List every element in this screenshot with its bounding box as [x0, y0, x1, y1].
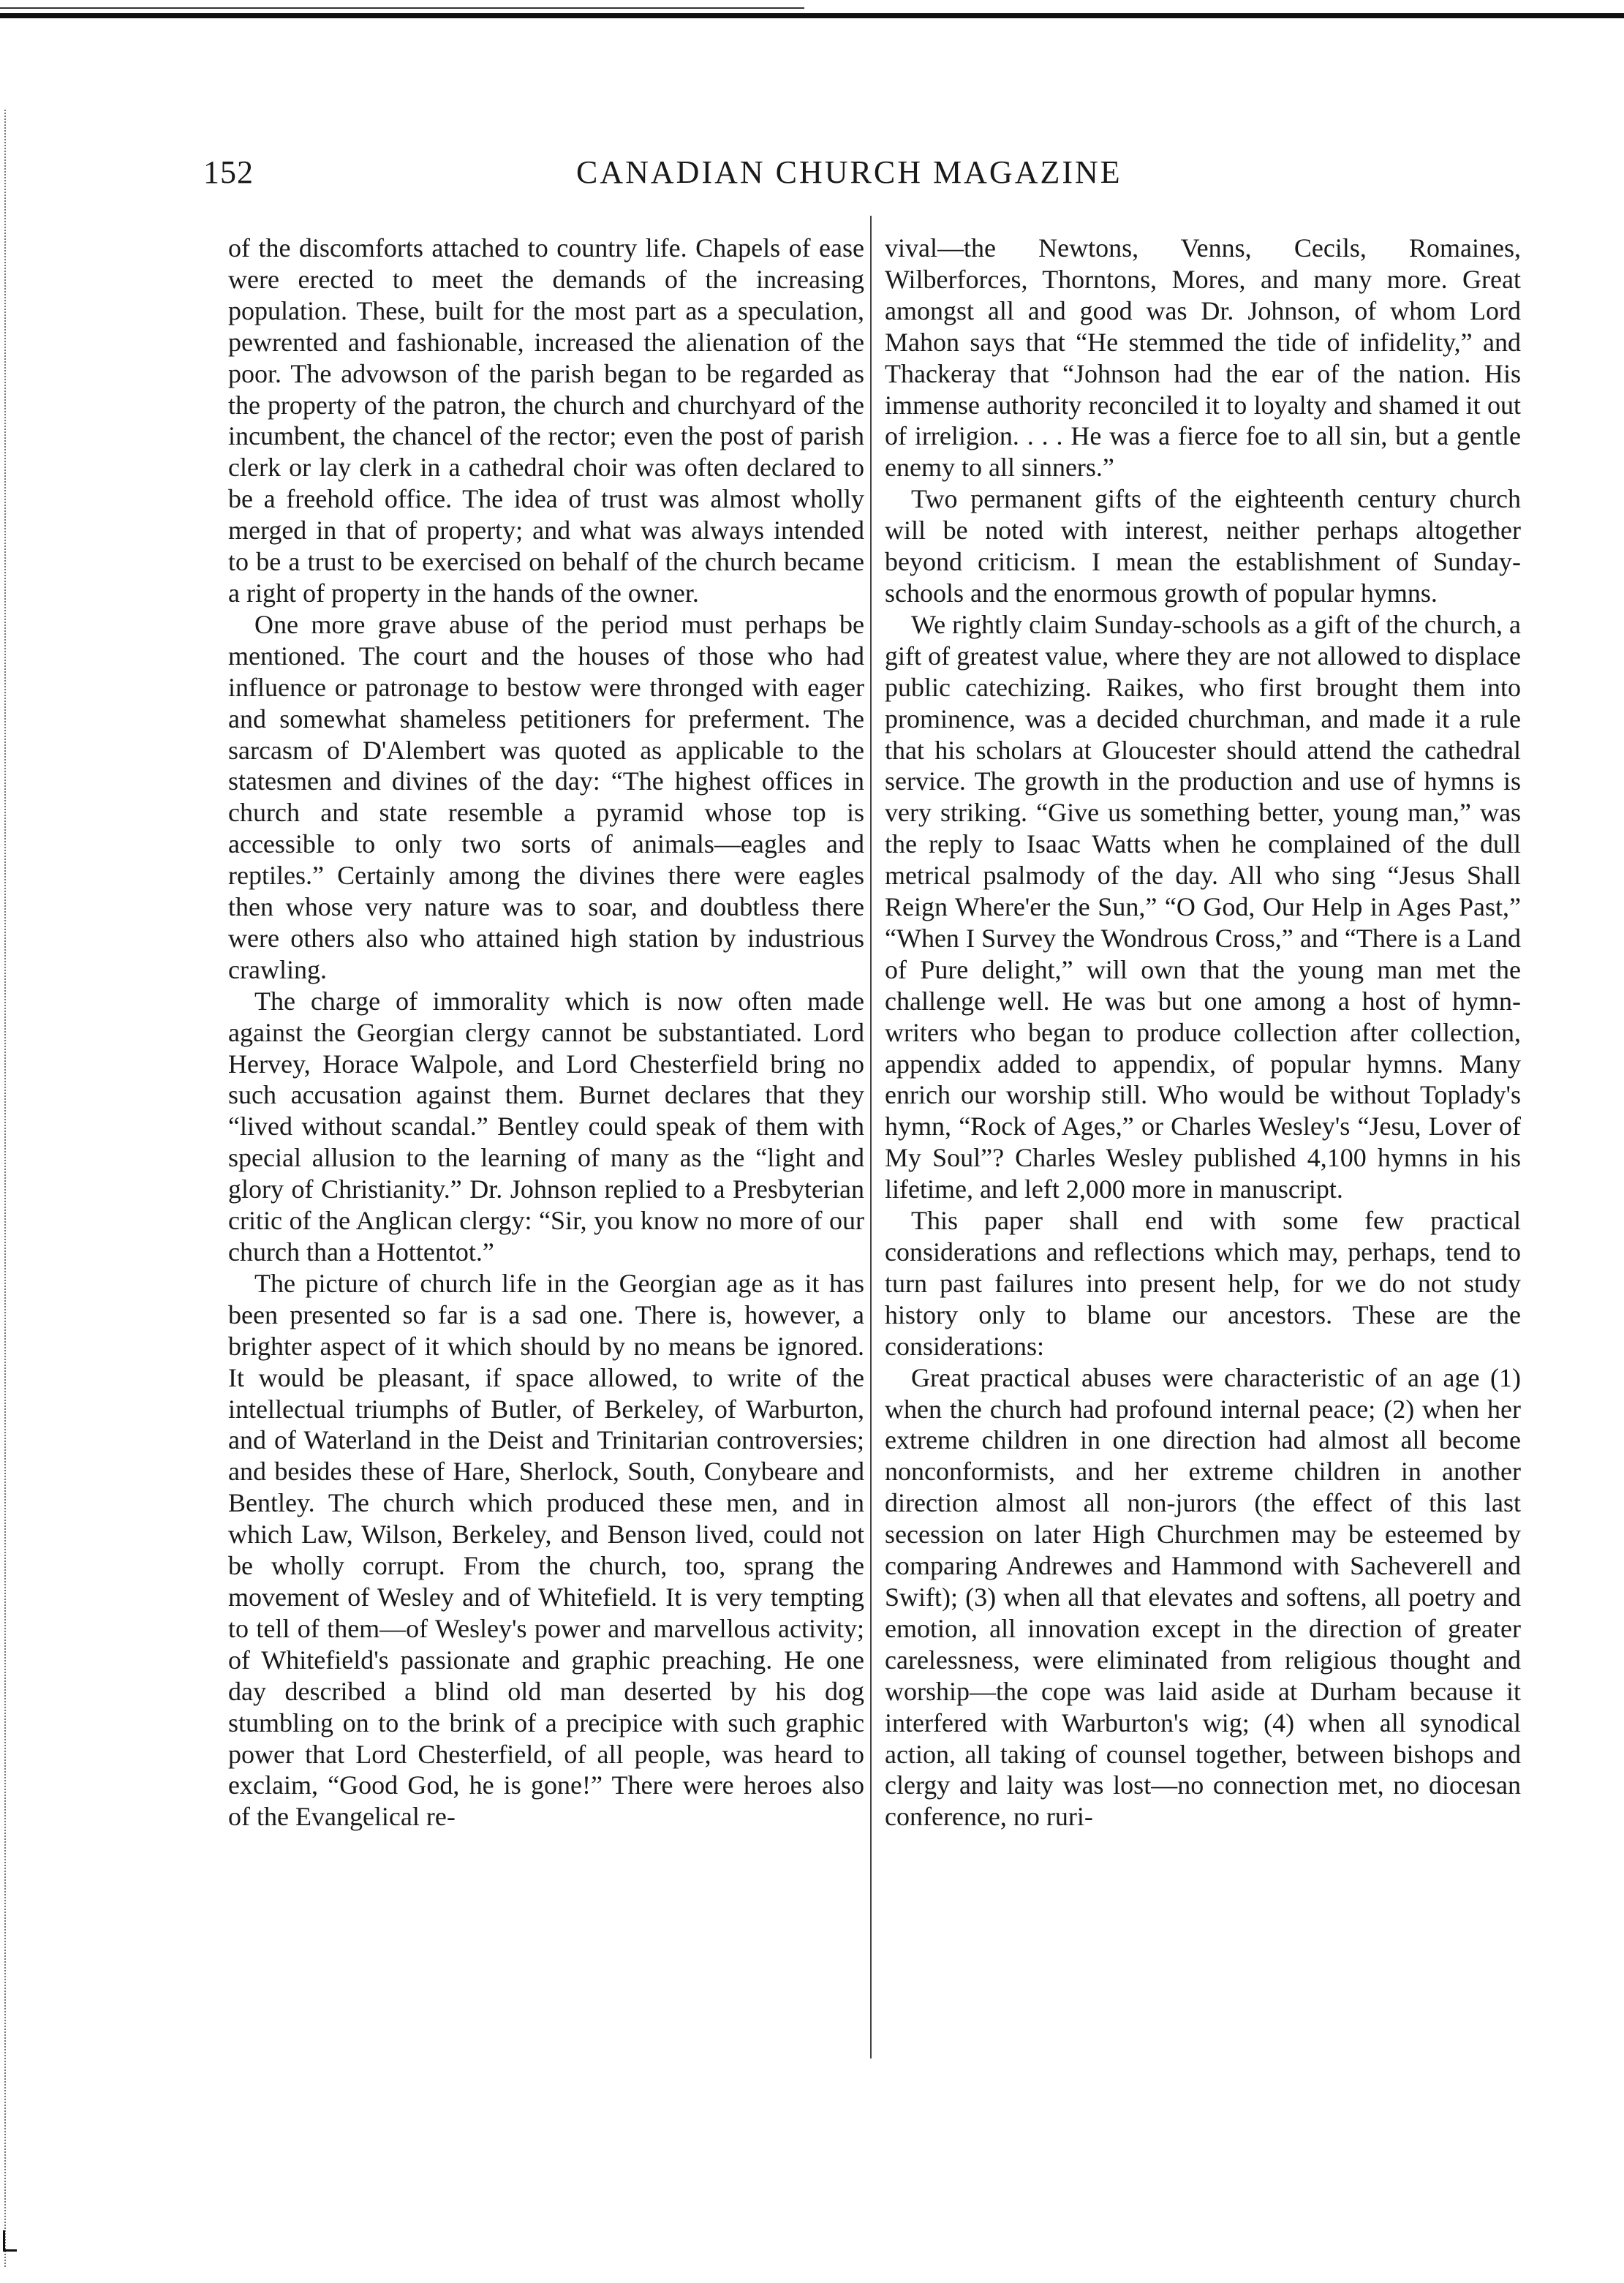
page-number: 152 — [203, 154, 254, 190]
scan-corner-bracket — [3, 2230, 17, 2252]
paragraph: of the discomforts attached to country life. Chapels of ease were erected to meet the demands of the increasing population. These, built for the most part as a speculation, pewrented and fashionable, increased the alienation of the poor. The advowson of the parish began to be regarded as the property of the patron, the church and churchyard of the incumbent, the chancel of the rector; even the post of parish clerk or lay clerk in a cathedral choir was often declared to be a freehold office. The idea of trust was almost wholly merged in that of property; and what was always intended to be a trust to be exercised on behalf of the church became a right of property in the hands of the owner. — [228, 233, 864, 608]
paragraph: We rightly claim Sunday-schools as a gift of the church, a gift of greatest value, where they are not allowed to displace public catechizing. Raikes, who first brought them into prominence, was a decided churchman, and made it a rule that his scholars at Gloucester should attend the cathedral service. The growth in the production and use of hymns is very striking. “Give us something better, young man,” was the reply to Isaac Watts when he complained of the dull metrical psalmody of the day. All who sing “Jesus Shall Reign Where'er the Sun,” “O God, Our Help in Ages Past,” “When I Survey the Wondrous Cross,” and “There is a Land of Pure delight,” will own that the young man met the challenge well. He was but one among a host of hymn-writers who began to produce collection after collection, appendix added to appendix, of popular hymns. Many enrich our worship still. Who would be without Toplady's hymn, “Rock of Ages,” or Charles Wesley's “Jesu, Lover of My Soul”? Charles Wesley published 4,100 hymns in his lifetime, and left 2,000 more in manuscript. — [885, 609, 1521, 1204]
paragraph: The picture of church life in the Georgian age as it has been presented so far is a sad one. There is, however, a brighter aspect of it which should by no means be ignored. It would be pleasant, if space allowed, to write of the intellectual triumphs of Butler, of Berkeley, of Warburton, and of Waterland in the Deist and Trinitarian controversies; and besides these of Hare, Sherlock, South, Conybeare and Bentley. The church which produced these men, and in which Law, Wilson, Berkeley, and Benson lived, could not be wholly corrupt. From the church, too, sprang the movement of Wesley and of Whitefield. It is very tempting to tell of them—of Wesley's power and marvellous activity; of Whitefield's passionate and graphic preaching. He one day described a blind old man deserted by his dog stumbling on to the brink of a precipice with such graphic power that Lord Chesterfield, of all people, was heard to exclaim, “Good God, he is gone!” There were heroes also of the Evangelical re- — [228, 1268, 864, 1832]
running-title: CANADIAN CHURCH MAGAZINE — [576, 154, 1122, 190]
paragraph: Two permanent gifts of the eighteenth century church will be noted with interest, neither perhaps altogether beyond criticism. I mean the establishment of Sunday-schools and the enormous growth of popular hymns. — [885, 484, 1521, 608]
paragraph: One more grave abuse of the period must perhaps be mentioned. The court and the houses of those who had influence or patronage to bestow were thronged with eager and somewhat shameless petitioners for preferment. The sarcasm of D'Alembert was quoted as applicable to the statesmen and divines of the day: “The highest offices in church and state resemble a pyramid whose top is accessible to only two sorts of animals—eagles and reptiles.” Certainly among the divines there were eagles then whose very nature was to soar, and doubtless there were others also who attained high station by industrious crawling. — [228, 609, 864, 984]
right-column — [885, 233, 1521, 1833]
column-divider — [870, 216, 872, 2059]
paragraph: vival—the Newtons, Venns, Cecils, Romaines, Wilberforces, Thorntons, Mores, and many more. Great amongst all and good was Dr. Johnson, of whom Lord Mahon says that “He stemmed the tide of infidelity,” and Thackeray that “Johnson had the ear of the nation. His immense authority reconciled it to loyalty and shamed it out of irreligion. . . . He was a fierce foe to all sin, but a gentle enemy to all sinners.” — [885, 233, 1521, 483]
top-thin-rule — [0, 7, 804, 9]
paragraph: This paper shall end with some few practical considerations and reflections which may, perhaps, tend to turn past failures into present help, for we do not study history only to blame our ancestors. These are the considerations: — [885, 1206, 1521, 1361]
top-border-rule — [0, 13, 1624, 18]
paragraph: Great practical abuses were characteristic of an age (1) when the church had profound internal peace; (2) when her extreme children in one direction had almost all become nonconformists, and her extreme children in another direction almost all non-jurors (the effect of this last secession on later High Churchmen may be esteemed by comparing Andrewes and Hammond with Sacheverell and Swift); (3) when all that elevates and softens, all poetry and emotion, all innovation except in the direction of greater carelessness, were eliminated from religious thought and worship—the cope was laid aside at Durham because it interfered with Warburton's wig; (4) when all synodical action, all taking of counsel together, between bishops and clergy and laity was lost—no connection met, no diocesan conference, no ruri- — [885, 1362, 1521, 1832]
page-header — [203, 154, 1607, 197]
scan-margin-marks — [4, 110, 28, 2267]
left-column — [228, 233, 864, 1833]
paragraph: The charge of immorality which is now often made against the Georgian clergy cannot be substantiated. Lord Hervey, Horace Walpole, and Lord Chesterfield bring no such accusation against them. Burnet declares that they “lived without scandal.” Bentley could speak of them with special allusion to the learning of many as the “light and glory of Christianity.” Dr. Johnson replied to a Presbyterian critic of the Anglican clergy: “Sir, you know no more of our church than a Hottentot.” — [228, 986, 864, 1267]
